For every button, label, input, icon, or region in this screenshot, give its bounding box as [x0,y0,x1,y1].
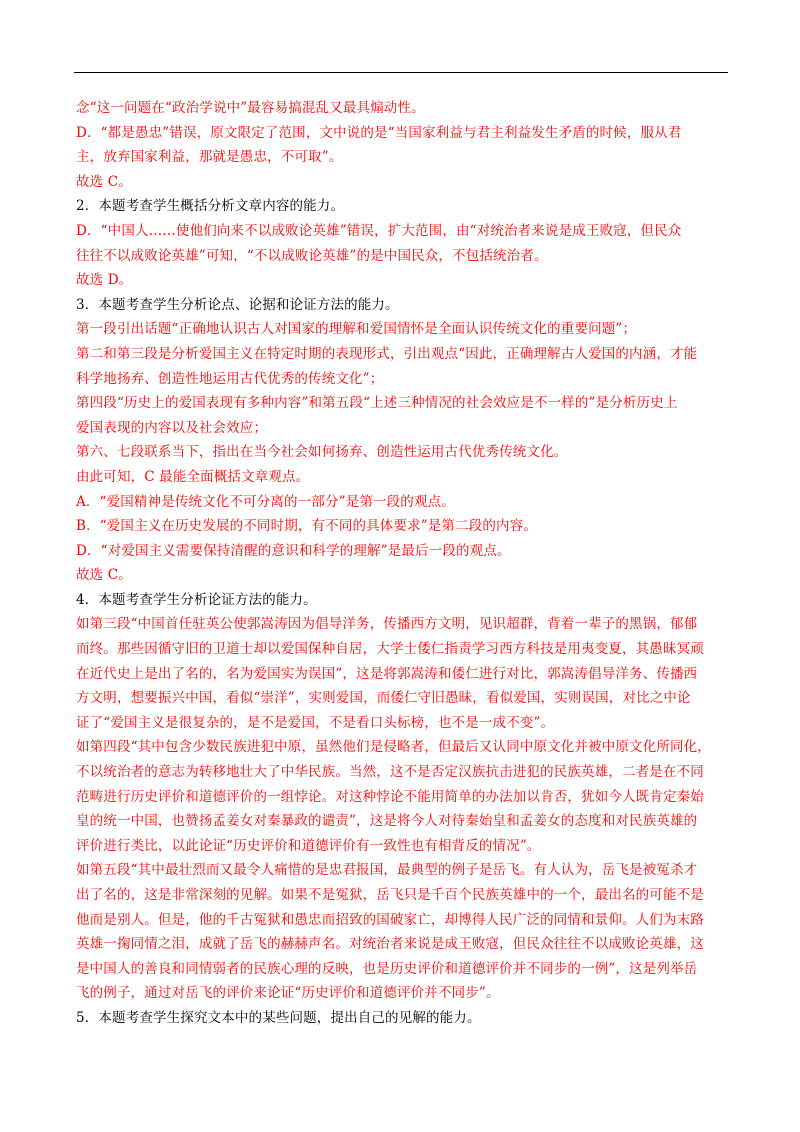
text-line: B．“爱国主义在历史发展的不同时期，有不同的具体要求”是第二段的内容。 [76,518,537,535]
question-heading: 5．本题考查学生探究文本中的某些问题，提出自己的见解的能力。 [76,1009,481,1026]
text-line: 第六、七段联系当下，指出在当今社会如何扬弃、创造性运用古代优秀传统文化。 [76,444,568,461]
text-line: 爱国表现的内容以及社会效应； [76,419,268,436]
text-line: 主，放弃国家利益，那就是愚忠，不可取”。 [76,149,343,166]
text-line: 往往不以成败论英雄”可知，“不以成败论英雄”的是中国民众，不包括统治者。 [76,247,548,264]
text-line: 他而是别人。但是，他的千古冤狱和愚忠而招致的国破家亡，却博得人民广泛的同情和景仰。人们为末路 [76,911,704,928]
text-line: 第四段“历史上的爱国表现有多种内容”和第五段“上述三种情况的社会效应是不一样的”是分析历史上 [76,395,678,412]
text-line: 范畴进行历史评价和道德评价的一组悖论。对这种悖论不能用简单的办法加以肯否，犹如今人既肯定秦始 [76,788,704,805]
text-line: 如第三段“中国首任驻英公使郭嵩涛因为倡导洋务，传播西方文明，见识超群，背着一辈子的黑锅，郁郁 [76,616,698,633]
question-heading: 3．本题考查学生分析论点、论据和论证方法的能力。 [76,296,399,313]
question-heading: 2．本题考查学生概括分析文章内容的能力。 [76,198,345,215]
text-line: 在近代史上是出了名的，名为爱国实为误国”，这是将郭嵩涛和倭仁进行对比，郭嵩涛倡导洋务、传播西 [76,665,698,682]
text-line: 方文明，想要振兴中国，看似“崇洋”，实则爱国，而倭仁守旧愚昧，看似爱国，实则误国，对比之中论 [76,690,691,707]
text-line: 出了名的，这是非常深刻的见解。如果不是冤狱，岳飞只是千百个民族英雄中的一个，最出名的可能不是 [76,887,704,903]
text-line: 英雄一掬同情之泪，成就了岳飞的赫赫声名。对统治者来说是成王败寇，但民众往往不以成败论英雄，这 [76,936,704,953]
text-line: 由此可知，C 最能全面概括文章观点。 [76,468,310,485]
text-line: 是中国人的善良和同情弱者的民族心理的反映，也是历史评价和道德评价并不同步的一例”，这是列举岳 [76,960,698,977]
text-line: 故选 C。 [76,173,132,190]
text-line: 念“这一问题在“政治学说中”最容易搞混乱又最具煽动性。 [76,100,425,116]
text-line: 证了“爱国主义是很复杂的，是不是爱国，不是看口头标榜，也不是一成不变”。 [76,714,555,731]
text-line: 评价进行类比，以此论证“历史评价和道德评价有一致性也有相背反的情况”。 [76,837,541,854]
text-line: 故选 C。 [76,567,132,584]
text-line: A．“爱国精神是传统文化不可分离的一部分”是第一段的观点。 [76,493,455,510]
text-line: 科学地扬弃、创造性地运用古代优秀的传统文化”； [76,370,384,387]
text-line: 飞的例子，通过对岳飞的评价来论证“历史评价和道德评价并不同步”。 [76,985,500,1002]
text-line: 不以统治者的意志为转移地壮大了中华民族。当然，这不是否定汉族抗击进犯的民族英雄，二者是在不同 [76,764,704,781]
text-line: 第二和第三段是分析爱国主义在特定时期的表现形式，引出观点“因此，正确理解古人爱国的内涵，才能 [76,345,698,362]
text-line: 如第五段“其中最壮烈而又最令人痛惜的是忠君报国，最典型的例子是岳飞。有人认为，岳飞是被冤杀才 [76,862,698,879]
text-line: 而终。那些因循守旧的卫道士却以爱国保种自居，大学士倭仁指责学习西方科技是用夷变夏，其愚昧冥顽 [76,641,704,658]
answer-analysis-text [76,96,728,1031]
text-line: 第一段引出话题“正确地认识古人对国家的理解和爱国情怀是全面认识传统文化的重要问题”； [76,321,637,338]
text-line: 如第四段“其中包含少数民族进犯中原，虽然他们是侵略者，但最后又认同中原文化并被中原文化所同化， [76,739,711,756]
text-line: D．“都是愚忠”错误，原文限定了范围，文中说的是“当国家利益与君主利益发生矛盾的时候，服从君 [76,124,682,141]
text-line: 皇的统一中国，也赞扬孟姜女对秦暴政的谴责”，这是将今人对待秦始皇和孟姜女的态度和对民族英雄的 [76,813,698,830]
header-rule [74,72,728,73]
question-heading: 4．本题考查学生分析论证方法的能力。 [76,591,317,608]
text-line: D．“中国人……使他们向来不以成败论英雄”错误，扩大范围，由“对统治者来说是成王败寇，但民众 [76,222,682,239]
text-line: D．“对爱国主义需要保持清醒的意识和科学的理解”是最后一段的观点。 [76,542,511,559]
text-line: 故选 D。 [76,272,133,289]
